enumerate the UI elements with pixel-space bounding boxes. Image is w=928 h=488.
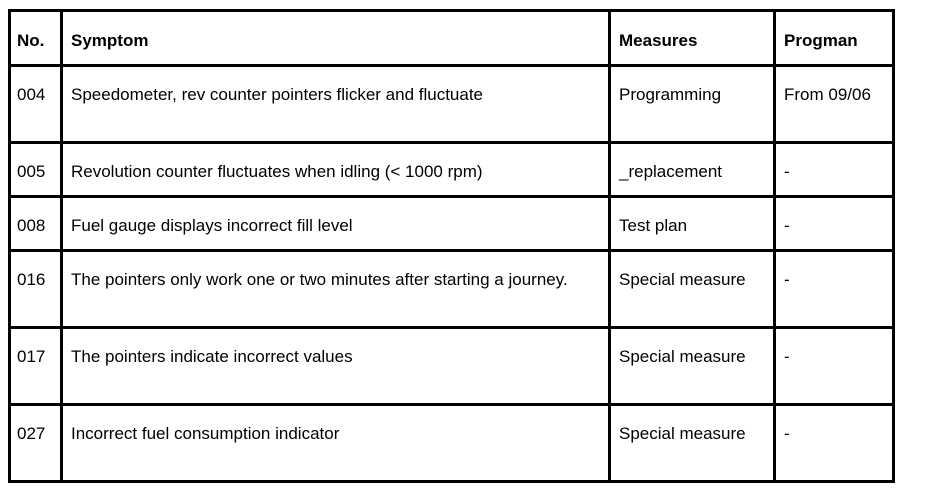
cell-no: 017	[10, 328, 62, 405]
table-row	[10, 328, 894, 405]
table-row	[10, 251, 894, 328]
table-row	[10, 143, 894, 197]
cell-symptom: The pointers only work one or two minutes after starting a journey.	[62, 251, 610, 328]
cell-symptom: Speedometer, rev counter pointers flicker and fluctuate	[62, 66, 610, 143]
cell-progman: -	[775, 328, 894, 405]
cell-symptom: Revolution counter fluctuates when idling (< 1000 rpm)	[62, 143, 610, 197]
cell-measures: Special measure	[610, 328, 775, 405]
cell-no: 027	[10, 405, 62, 482]
header-measures: Measures	[610, 11, 775, 66]
cell-progman: -	[775, 405, 894, 482]
cell-no: 004	[10, 66, 62, 143]
cell-progman: From 09/06	[775, 66, 894, 143]
cell-progman: -	[775, 143, 894, 197]
cell-progman: -	[775, 197, 894, 251]
cell-measures: Special measure	[610, 405, 775, 482]
header-symptom: Symptom	[62, 11, 610, 66]
cell-measures: Test plan	[610, 197, 775, 251]
cell-symptom: Fuel gauge displays incorrect fill level	[62, 197, 610, 251]
cell-no: 008	[10, 197, 62, 251]
table-header-row	[10, 11, 894, 66]
cell-measures: Programming	[610, 66, 775, 143]
cell-symptom: The pointers indicate incorrect values	[62, 328, 610, 405]
symptom-table-container	[8, 9, 892, 483]
cell-measures: _replacement	[610, 143, 775, 197]
cell-symptom: Incorrect fuel consumption indicator	[62, 405, 610, 482]
header-progman: Progman	[775, 11, 894, 66]
header-no: No.	[10, 11, 62, 66]
cell-no: 005	[10, 143, 62, 197]
cell-progman: -	[775, 251, 894, 328]
cell-no: 016	[10, 251, 62, 328]
cell-measures: Special measure	[610, 251, 775, 328]
table-row	[10, 66, 894, 143]
symptom-table	[8, 9, 895, 483]
table-row	[10, 197, 894, 251]
table-row	[10, 405, 894, 482]
